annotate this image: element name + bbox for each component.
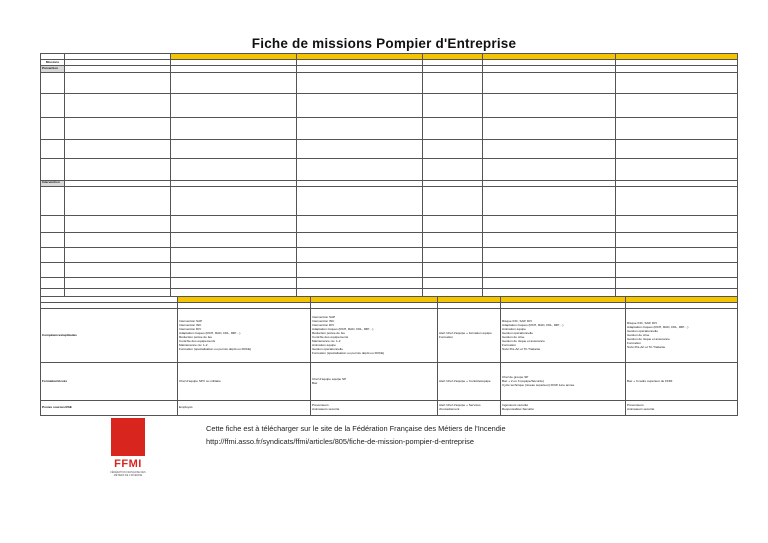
cell-line: Formation: [439, 334, 453, 339]
table-cell: [311, 363, 438, 401]
cell-line: Alert Chef d'équipe + Services d'encadrement: [439, 403, 481, 412]
row-label: Postes sources/VAE: [41, 401, 178, 416]
table-cell: [65, 215, 171, 232]
cell-line: Préventeurs: [312, 403, 329, 408]
table-cell: [65, 232, 171, 247]
cell-line: Intervention SAP: [312, 315, 336, 320]
cell-line: Chef de groupe SP: [502, 375, 529, 380]
table-cell: [41, 117, 65, 139]
table-cell: [311, 401, 438, 416]
table-cell: [423, 72, 483, 93]
cell-line: Chef d'équipe équipe SP: [312, 376, 347, 381]
table-cell: [178, 309, 311, 363]
cell-line: Réduction portée de feu: [179, 334, 213, 339]
table-cell: [41, 139, 65, 158]
table-cell: [297, 262, 423, 277]
cell-line: Animation équipe: [502, 327, 526, 332]
subheader-cell: Missions: [41, 60, 65, 66]
cell-line: Animation équipe: [312, 342, 336, 347]
table-cell: [501, 363, 626, 401]
table-cell: [483, 247, 616, 262]
table-cell: [423, 262, 483, 277]
table-cell: [483, 72, 616, 93]
cell-line: Ingénieurs sécurité: [502, 403, 529, 408]
table-row: [41, 139, 738, 158]
table-row: [41, 247, 738, 262]
table-cell: [483, 186, 616, 215]
table-cell: [297, 158, 423, 180]
table-cell: [616, 186, 738, 215]
table-cell: [171, 215, 297, 232]
ffmi-logo-mark: [111, 418, 145, 456]
ffmi-logo-letters: FFMI: [114, 458, 142, 470]
footer-link[interactable]: http://ffmi.asso.fr/syndicats/ffmi/articles/805/fiche-de-mission-pompier-d-entreprise: [206, 437, 474, 446]
cell-line: Bac + 3 cadre supérieur de FFMI: [627, 378, 673, 383]
cell-line: Chef d'équipe SPV ou militaire: [179, 378, 221, 383]
section-label: Prévention: [41, 66, 65, 72]
table-cell: [41, 277, 65, 288]
page-title: Fiche de missions Pompier d'Entreprise: [251, 36, 517, 51]
table-cell: [297, 247, 423, 262]
table-cell: [501, 401, 626, 416]
ffmi-logo: [107, 418, 149, 478]
ffmi-logo-subtitle: FÉDÉRATION FRANÇAISE DES MÉTIERS DE L'INCENDIE: [110, 471, 146, 477]
table-row: [41, 363, 738, 401]
cell-line: Alert Chef d'équipe + formation équipe: [439, 330, 492, 335]
table-cell: [616, 247, 738, 262]
table-cell: [297, 186, 423, 215]
footer-line-1: Cette fiche est à télécharger sur le site de la Fédération Française des Métiers de l'Incendie: [206, 424, 506, 433]
table-cell: [626, 309, 738, 363]
cell-line: Adaptation risques (RCH, RAD, FDL, IMP…): [312, 327, 374, 332]
cell-line: Gestion de risque et assurance: [627, 336, 670, 341]
table-cell: [41, 247, 65, 262]
table-cell: [616, 215, 738, 232]
table-cell: [423, 247, 483, 262]
table-cell: [616, 277, 738, 288]
table-cell: [423, 215, 483, 232]
table-cell: [423, 93, 483, 117]
table-cell: [171, 139, 297, 158]
cell-line: Intervention INC: [179, 323, 202, 328]
table-row: [41, 93, 738, 117]
table-cell: [483, 117, 616, 139]
table-cell: [65, 93, 171, 117]
cell-line: Bac + 2 ou 3 (équipe/Sécurité): [502, 378, 544, 383]
table-cell: [65, 277, 171, 288]
table-cell: [41, 186, 65, 215]
table-cell: [438, 309, 501, 363]
table-cell: [297, 117, 423, 139]
cell-line: Intervention INC: [312, 319, 335, 324]
table-cell: [41, 262, 65, 277]
table-cell: [616, 72, 738, 93]
cell-line: Suivi Pré-Art et Tri-Traitante: [627, 344, 666, 349]
cell-line: Formation (spécialisation ou permis dépôt ou FRCE): [179, 346, 252, 351]
table-cell: [616, 139, 738, 158]
table-cell: [171, 186, 297, 215]
cell-line: Intervention DIV: [179, 327, 202, 332]
cell-line: Formation (spécialisation ou permis dépôt ou FRCE): [312, 350, 385, 355]
table-cell: [171, 232, 297, 247]
table-row: [41, 277, 738, 288]
cell-line: Employés: [179, 405, 193, 410]
table-row: [41, 262, 738, 277]
table-cell: [41, 215, 65, 232]
table-cell: [626, 401, 738, 416]
table-cell: [423, 117, 483, 139]
table-cell: [171, 117, 297, 139]
table-cell: [41, 158, 65, 180]
table-cell: [423, 277, 483, 288]
cell-line: Animateurs sécurité: [627, 407, 655, 412]
table-row: [41, 401, 738, 416]
section-label: Intervention: [41, 180, 65, 186]
table-cell: [483, 262, 616, 277]
footer-note: [206, 422, 506, 448]
table-cell: [178, 363, 311, 401]
table-row: [41, 215, 738, 232]
row-label: Formation/Accès: [41, 363, 178, 401]
table-cell: [297, 232, 423, 247]
table-cell: [423, 232, 483, 247]
table-cell: [65, 186, 171, 215]
table-cell: [626, 363, 738, 401]
table-cell: [171, 158, 297, 180]
table-cell: [41, 232, 65, 247]
cell-line: Gestion opérationnelle: [627, 329, 658, 334]
table-cell: [483, 232, 616, 247]
cell-line: Contrôle des équipements: [179, 338, 216, 343]
table-cell: [171, 72, 297, 93]
table-cell: [483, 158, 616, 180]
table-cell: [41, 72, 65, 93]
table-cell: [423, 158, 483, 180]
cell-line: Réduction portée de feu: [312, 330, 346, 335]
table-cell: [423, 186, 483, 215]
table-cell: [616, 93, 738, 117]
cell-line: Alert Chef d'équipe + Contrôle/équipe: [439, 378, 491, 383]
cell-line: Adaptation risques (RCH, RAD, FDL, IMP…): [627, 325, 689, 330]
table-row: [41, 117, 738, 139]
cell-line: Intervention DIV: [312, 323, 335, 328]
cell-line: Formation: [627, 340, 641, 345]
table-cell: [616, 262, 738, 277]
table-cell: [65, 262, 171, 277]
table-row: [41, 186, 738, 215]
cell-line: Intervention SAP: [179, 319, 203, 324]
table-cell: [297, 277, 423, 288]
table-row: [41, 309, 738, 363]
table-cell: [616, 158, 738, 180]
cell-line: Gestion opérationnelle: [312, 346, 343, 351]
table-cell: [501, 309, 626, 363]
cell-line: Bac: [312, 380, 318, 385]
table-cell: [171, 277, 297, 288]
cell-line: Maintenance niv. 1-2: [179, 342, 208, 347]
table-cell: [616, 232, 738, 247]
table-cell: [616, 117, 738, 139]
competences-table: [40, 296, 738, 416]
table-cell: [423, 139, 483, 158]
table-cell: [171, 247, 297, 262]
table-cell: [438, 401, 501, 416]
cell-line: Contrôle des équipements: [312, 334, 349, 339]
table-cell: [483, 93, 616, 117]
cell-line: Cycle technique (niveau supérieur) FFMI 1ère année: [502, 382, 575, 387]
table-cell: [171, 93, 297, 117]
table-cell: [311, 309, 438, 363]
table-cell: [65, 72, 171, 93]
row-label: Compétences/aptitudes: [41, 309, 178, 363]
table-cell: [65, 117, 171, 139]
cell-line: Risque INC, SAP, DIV: [627, 321, 658, 326]
table-cell: [65, 139, 171, 158]
cell-line: Suivi Pré-Art et Tri-Traitante: [502, 346, 541, 351]
table-cell: [41, 93, 65, 117]
cell-line: Adaptation risques (RCH, RAD, FDL, IMP…): [502, 323, 564, 328]
cell-line: Préventeurs: [627, 403, 644, 408]
table-cell: [171, 262, 297, 277]
cell-line: Risque INC, SAP, DIV: [502, 319, 533, 324]
cell-line: Formation: [502, 342, 516, 347]
cell-line: Gestion de crise: [627, 332, 650, 337]
table-cell: [438, 363, 501, 401]
table-row: [41, 158, 738, 180]
table-cell: [65, 158, 171, 180]
table-cell: [483, 139, 616, 158]
cell-line: Gestion de crise: [502, 334, 525, 339]
cell-line: Adaptation risques (RCH, RAD, FDL, IMP…): [179, 330, 241, 335]
cell-line: Gestion de risque et assurance: [502, 338, 545, 343]
table-cell: [178, 401, 311, 416]
table-cell: [483, 277, 616, 288]
cell-line: Maintenance niv. 1-2: [312, 338, 341, 343]
table-cell: [297, 93, 423, 117]
table-cell: [297, 215, 423, 232]
table-cell: [483, 215, 616, 232]
cell-line: Gestion opérationnelle: [502, 330, 533, 335]
cell-line: Responsables Sécurité: [502, 407, 534, 412]
missions-table: [40, 53, 738, 302]
table-cell: [297, 72, 423, 93]
table-cell: [297, 139, 423, 158]
table-row: [41, 72, 738, 93]
table-cell: [65, 247, 171, 262]
cell-line: Animateurs sécurité: [312, 407, 340, 412]
table-row: [41, 232, 738, 247]
